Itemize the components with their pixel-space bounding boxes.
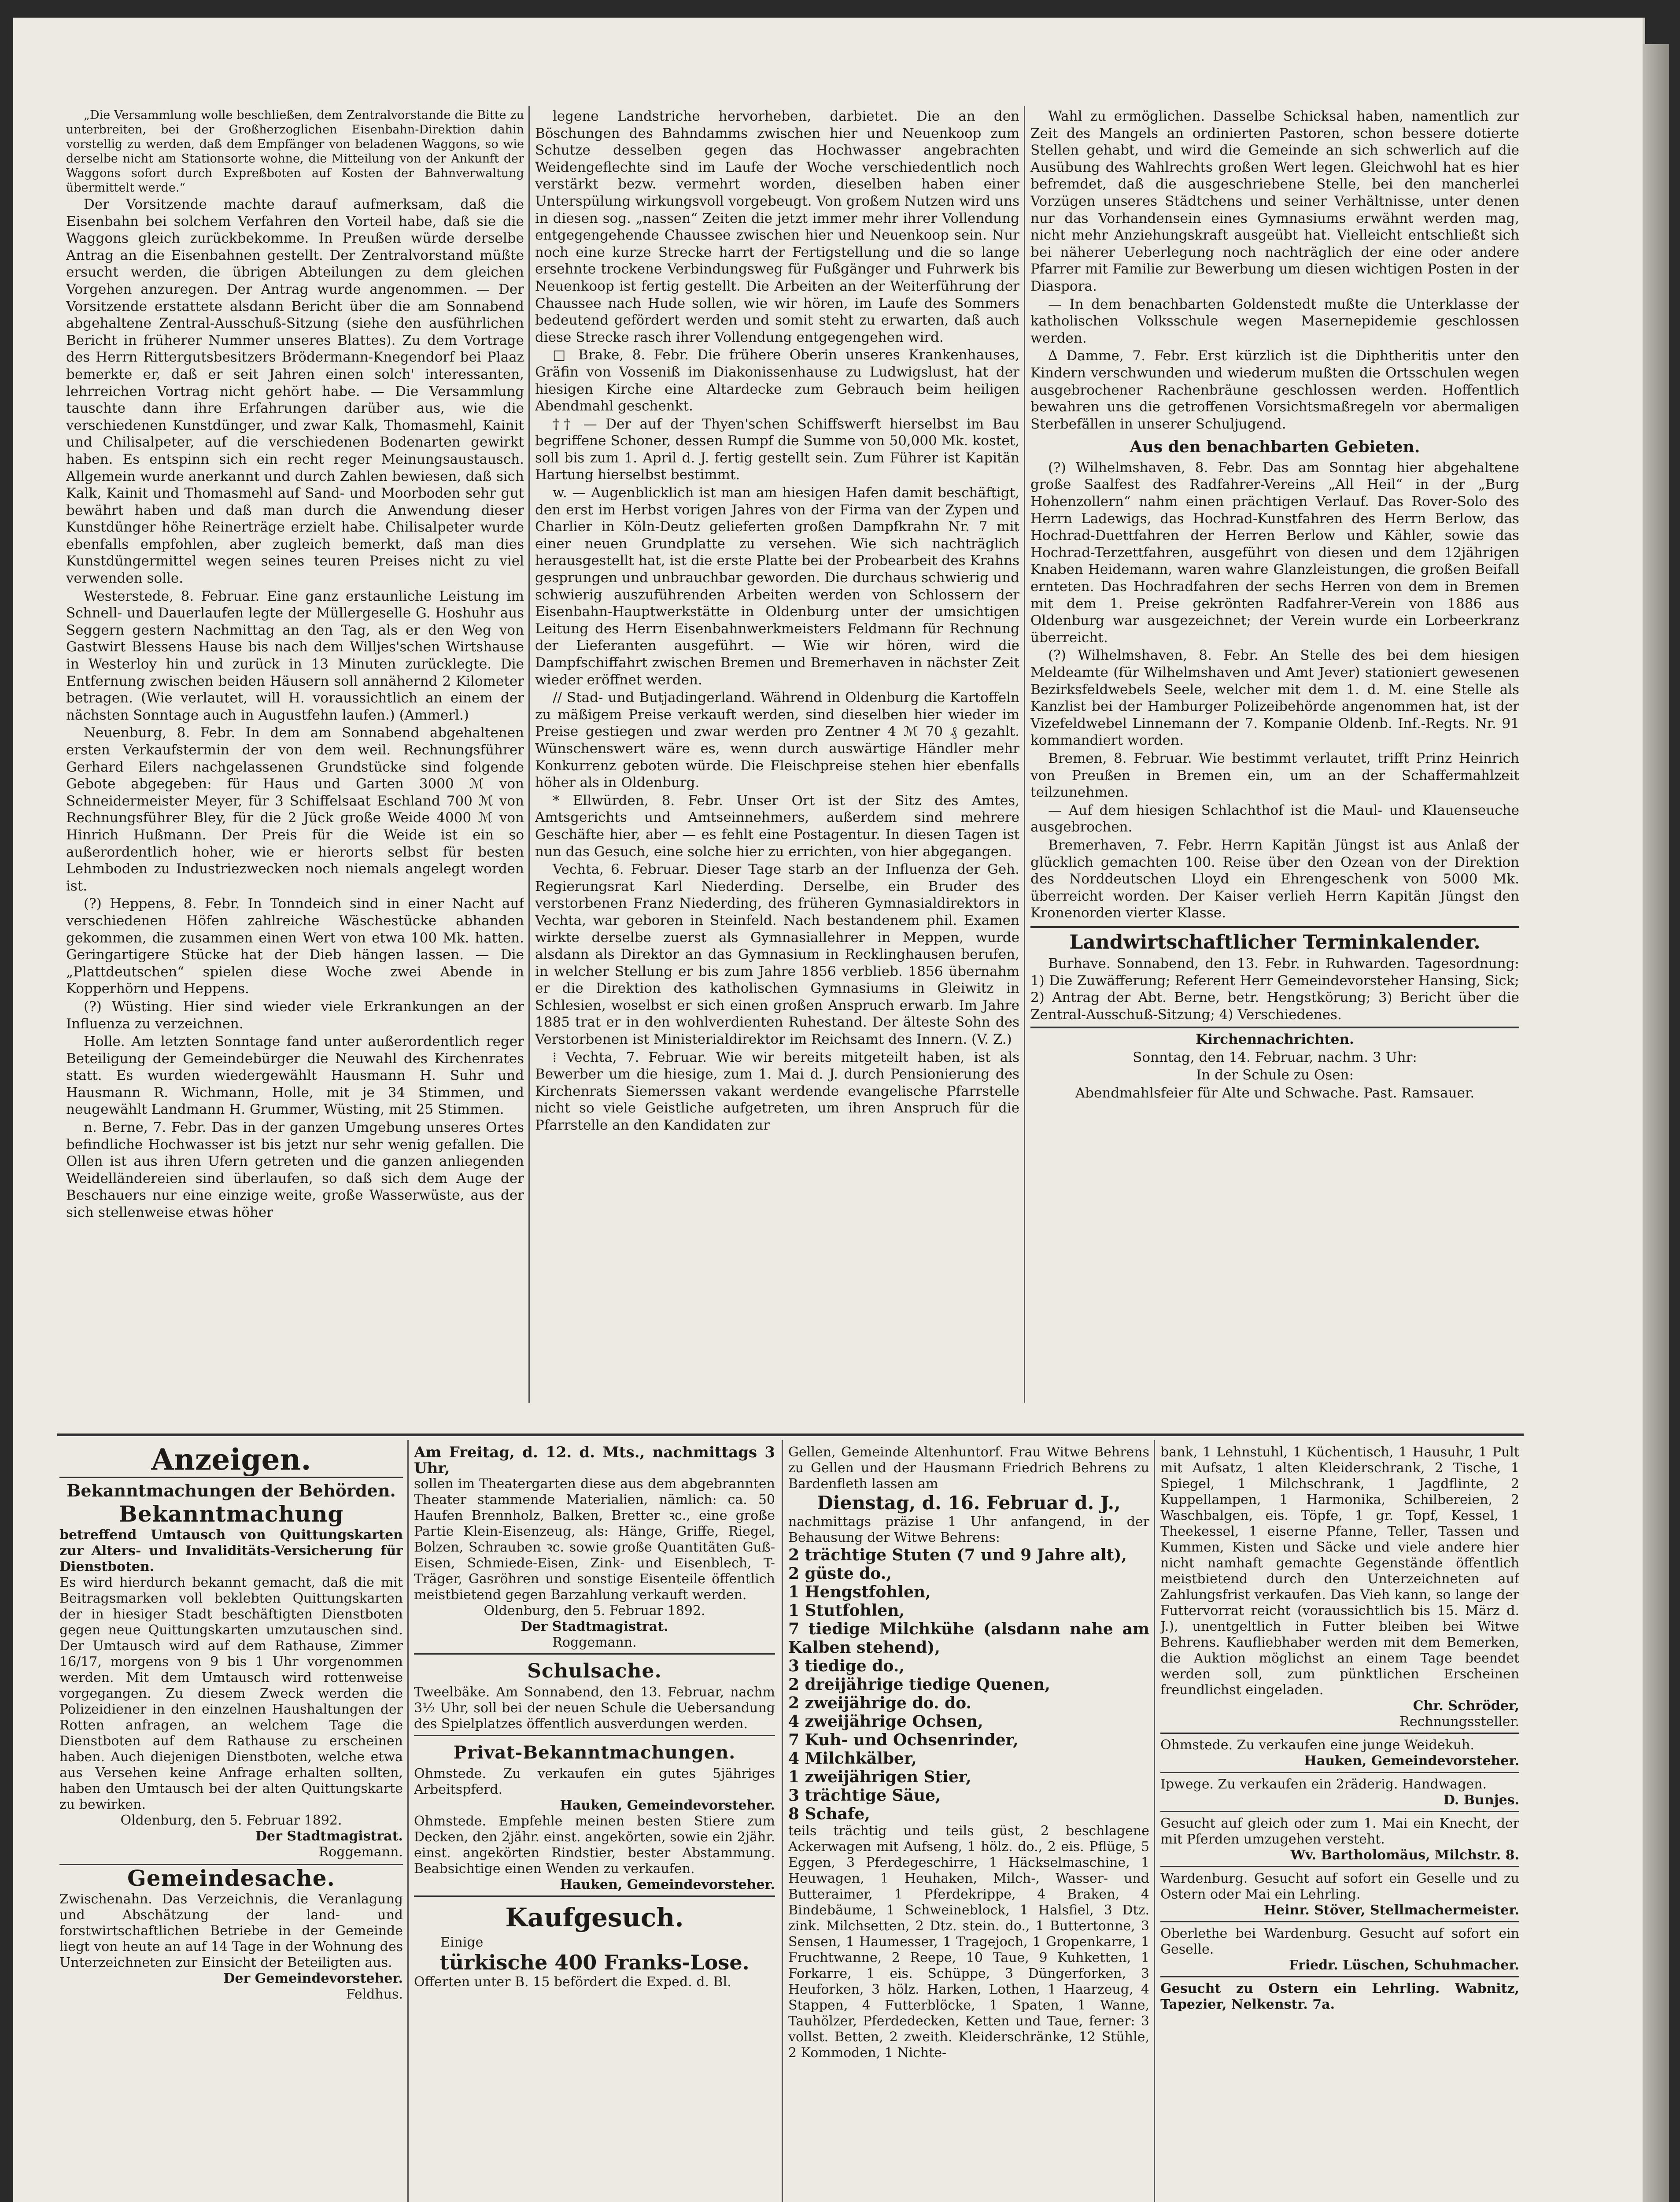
privat-ad [414,1740,775,1897]
terminkalender-heading: Landwirtschaftlicher Terminkalender. [1069,931,1481,953]
list-item: 1 Stutfohlen, [788,1601,905,1620]
list-item: 2 güste do., [788,1564,892,1583]
article-wilhelmshaven-2: (?) Wilhelmshaven, 8. Febr. An Stelle des bei dem hiesigen Meldeamte (für Wilhelmshaven und Amt Jever) stationiert gewesenen Bezirksfeldwebels Seele, welcher mit dem 1. d. M. eine Stelle als Kanzlist bei der Hamburger Polizeibehörde angenommen hat, ist der Vizefeldwebel Linnemann der 7. Kompanie Oldenb. Inf.-Regts. Nr. 91 kommandiert worden. [1030,647,1519,749]
list-item: 4 Milchkälber, [788,1749,917,1768]
small-ad-signature: Wv. Bartholomäus, Milchstr. 8. [1290,1847,1519,1863]
article-vechta-cont: Wahl zu ermöglichen. Dasselbe Schicksal haben, namentlich zur Zeit des Mangels an ordinierten Pastoren, schon bessere dotierte Stellen gehabt, und wird die Gemeinde an sich schwerlich auf die Ausübung des Wahlrechts großen Wert legen. Gleichwohl hat es hier befremdet, daß die ausgeschriebene Stelle, bei den mancherlei Vorzügen unseres Städtchens und seiner Verhältnisse, unter denen nur das Vorhandensein eines Gymnasiums erwähnt werden mag, nicht mehr Anziehungskraft ausgeübt hat. Vielleicht entschließt sich bei näherer Ueberlegung noch nachträglich der eine oder andere Pfarrer mit Familie zur Bewerbung um diesen wichtigen Posten in der Diaspora. [1030,108,1519,294]
kirchen-text: Abendmahlsfeier für Alte und Schwache. Past. Ramsauer. [1075,1085,1475,1101]
ads-column-1 [59,1442,403,2202]
kirchen-place: In der Schule zu Osen: [1196,1067,1354,1083]
small-ad-lehrling [1160,1981,1519,2013]
article-brake: □ Brake, 8. Febr. Die frühere Oberin unseres Krankenhauses, Gräfin von Vosseniß im Diakonissenhause zu Ludwigslust, hat der hiesigen Kirche eine Altardecke zum Gebrauch beim heiligen Abendmahl geschenkt. [535,347,1019,414]
kirchen-box [1030,1027,1519,1101]
freitag-text: sollen im Theatergarten diese aus dem abgebrannten Theater stammende Materialien, nämlich: ca. 50 Haufen Brennholz, Balken, Bretter ꝛc., eine große Partie Klein-Eisenzeug, als: Hänge, Griffe, Riegel, Bolzen, Schrauben ꝛc. sowie große Quantitäten Guß-Eisen, Schmiede-Eisen, Zink- und Eisenblech, T-Träger, Gasröhren und sonstige Eisenteile öffentlich meistbietend gegen Barzahlung verkauft werden. [414,1476,775,1603]
anzeigen-heading: Anzeigen. [151,1442,311,1477]
auction-time: nachmittags präzise 1 Uhr anfangend, in der Behausung der Witwe Behrens: [788,1514,1149,1545]
privat-2-signature: Hauken, Gemeindevorsteher. [560,1877,775,1892]
small-ad-wardenburg [1160,1871,1519,1922]
list-item: 3 trächtige Säue, [788,1786,941,1805]
small-ad-signature: Friedr. Lüschen, Schuhmacher. [1289,1958,1519,1973]
list-item: 2 zweijährige do. do. [788,1694,972,1712]
article-bremerhaven: Bremerhaven, 7. Febr. Herrn Kapitän Jüngst ist aus Anlaß der glücklich gemachten 100. Reise über den Ozean von der Direktion des Norddeutschen Lloyd ein Ehrengeschenk von 5000 Mk. überreicht worden. Der Kaiser verlieh Herrn Kapitän Jüngst den Kronenorden vierter Klasse. [1030,837,1519,921]
kirchen-date: Sonntag, den 14. Februar, nachm. 3 Uhr: [1133,1049,1417,1065]
column-divider [1154,1440,1155,2202]
kaufgesuch-heading: Kaufgesuch. [505,1903,684,1932]
auction-intro: Gellen, Gemeinde Altenhuntorf. Frau Witwe Behrens zu Gellen und der Hausmann Friedrich Behrens zu Bardenfleth lassen am [788,1445,1149,1492]
list-item: 4 zweijährige Ochsen, [788,1712,983,1731]
list-item: 1 Hengstfohlen, [788,1583,931,1601]
bekanntmachung-signer: Roggemann. [318,1844,403,1860]
small-ad-text: Oberlethe bei Wardenburg. Gesucht auf sofort ein Geselle. [1160,1926,1519,1957]
gemeindesache-text: Zwischenahn. Das Verzeichnis, die Veranlagung und Abschätzung der land- und forstwirtschaftlichen Betriebe in der Gemeinde liegt von heute an auf 14 Tage in der Wohnung des Unterzeichneten zur Einsicht der Beteiligten aus. [59,1892,403,1970]
article-schlachthof: — Auf dem hiesigen Schlachthof ist die Maul- und Klauenseuche ausgebrochen. [1030,802,1519,835]
article-bremen: Bremen, 8. Februar. Wie bestimmt verlautet, trifft Prinz Heinrich von Preußen in Bremen ein, um an der Schaffermahlzeit teilzunehmen. [1030,750,1519,801]
schulsache-ad [414,1658,775,1736]
gemeindesache-signature: Der Gemeindevorsteher. [223,1971,403,1986]
section-divider [57,1434,1524,1436]
gemeindesache-signer: Feldhus. [346,1987,403,2002]
column-divider [407,1440,409,2202]
article-holle: Holle. Am letzten Sonntage fand unter außerordentlich reger Beteiligung der Gemeindebürger die Neuwahl des Kirchenrates statt. Es wurden wiedergewählt Hausmann H. Suhr und Hausmann R. Wichmann, Holle, mit je 34 Stimmen, und neugewählt Landmann H. Grummer, Wüsting, mit 25 Stimmen. [66,1034,524,1118]
auction-text: teils trächtig und teils güst, 2 beschlagene Ackerwagen mit Aufseng, 1 hölz. do., 2 eis. Pflüge, 5 Eggen, 3 Pferdegeschirre, 1 Häckselmaschine, 1 Heuwagen, 1 Heuhaken, Milch-, Wasser- und Butteraimer, 1 Pferdekrippe, 4 Braken, 4 Bindebäume, 1 Schweineblock, 1 Halsfiel, 3 Dtz. zink. Milchsetten, 2 Dtz. stein. do., 1 Buttertonne, 3 Sensen, 1 Haumesser, 1 Tragejoch, 1 Gropenkarre, 1 Fruchtwanne, 2 Reepe, 10 Taue, 9 Kuhketten, 1 Forkarre, 1 eis. Schüppe, 3 Düngerforken, 3 Heuforken, 3 hölz. Harken, Lothen, 1 Haarzeug, 4 Stappen, 4 Futterblöcke, 1 Spaten, 1 Wanne, Tauhölzer, Pferdedecken, Ketten und Taue, ferner: 3 vollst. Betten, 2 zweith. Kleiderschränke, 12 Stühle, 2 Kommoden, 1 Nichte- [788,1823,1149,2061]
bekanntmachung-heading: Bekanntmachung [118,1501,344,1527]
list-item: 2 dreijährige tiedige Quenen, [788,1675,1050,1694]
column-divider [528,106,530,1403]
ads-column-2 [414,1445,775,2202]
auction-continued [1160,1445,1519,1734]
auction-date: Dienstag, d. 16. Februar d. J., [817,1492,1121,1514]
auction-signature: Chr. Schröder, [1413,1698,1519,1714]
article-berne: n. Berne, 7. Febr. Das in der ganzen Umgebung unseres Ortes befindliche Hochwasser ist bis jetzt nur sehr wenig gefallen. Die Ollen ist aus ihren Ufern getreten und die ganzen anliegenden Weidelländereien sind überlaufen, so daß sich dem Auge der Beschauers nur eine einzige weite, große Wasserwüste, aus der sich stellenweise etwas höher [66,1119,524,1221]
list-item: 1 zweijährigen Stier, [788,1768,971,1786]
small-ad-oberlethe [1160,1926,1519,1977]
kaufgesuch-ad [414,1900,775,1990]
list-item: 7 Kuh- und Ochsenrinder, [788,1731,1019,1749]
privat-heading: Privat-Bekanntmachungen. [453,1742,736,1763]
privat-1-signature: Hauken, Gemeindevorsteher. [560,1798,775,1813]
small-ad-signature: Heinr. Stöver, Stellmachermeister. [1263,1903,1519,1918]
freitag-signer: Roggemann. [552,1635,637,1650]
privat-1-text: Ohmstede. Zu verkaufen ein gutes 5jähriges Arbeitspferd. [414,1766,775,1797]
article-hafen: w. — Augenblicklich ist man am hiesigen Hafen damit beschäftigt, den erst im Herbst vorigen Jahres von der Firma van der Zypen und Charlier in Köln-Deutz gelieferten großen Dampfkrahn Nr. 7 mit einer neuen Grundplatte zu versehen. Wie sich nachträglich herausgestellt hat, ist die erste Platte bei der Probearbeit des Krahns gesprungen und unbrauchbar geworden. Die durchaus schwierig und schwierig auszuführenden Arbeiten werden von Schlossern der Eisenbahn-Hauptwerkstätte in Oldenburg unter der umsichtigen Leitung des Herrn Eisenbahnwerkmeisters Feldmann für Rechnung der Lieferanten ausgeführt. — Wie wir hören, wird die Dampfschiffahrt zwischen Bremen und Bremerhaven in nächster Zeit wieder eröffnet werden. [535,485,1019,688]
article-discussion: Der Vorsitzende machte darauf aufmerksam, daß die Eisenbahn bei solchem Verfahren den Vorteil habe, daß sie die Waggons gleich zurückbekomme. In Preußen würde derselbe Antrag an die Eisenbahnen gestellt. Der Zentralvorstand müßte ersucht werden, die übrigen Abteilungen zu dem gleichen Vorgehen anzuregen. Der Antrag wurde angenommen. — Der Vorsitzende erstattete alsdann Bericht über die am Sonnabend abgehaltene Zentral-Ausschuß-Sitzung (siehe den ausführlichen Bericht in früherer Nummer unseres Blattes). Zu dem Vortrage des Herrn Rittergutsbesitzers Brödermann-Knegendorf bei Plaaz bemerkte er, daß er seit Jahren einen solch' interessanten, lehrreichen Vortrag nicht gehört habe. — Die Versammlung tauschte dann ihre Erfahrungen darüber aus, wie die verschiedenen Kunstdünger, und zwar Kalk, Thomasmehl, Kainit und Chilisalpeter, auf die verschiedenen Bodenarten gewirkt haben. Es entspinn sich ein recht reger Meinungsaustausch. Allgemein wurde anerkannt und durch Zahlen bewiesen, daß sich Kalk, Kainit und Thomasmehl auf Sand- und Moorboden sehr gut bewährt haben und daß man durch die Anwendung dieser Kunstdünger höhe Reinerträge erzielt habe. Chilisalpeter wurde ebenfalls empfohlen, aber zugleich bemerkt, daß man dies Kunstdüngermittel wegen seines teuren Preises nicht zu viel verwenden solle. [66,196,524,587]
article-wuesting: (?) Wüsting. Hier sind wieder viele Erkrankungen an der Influenza zu verzeichnen. [66,998,524,1032]
ads-column-3 [788,1445,1149,2202]
list-item: 7 tiedige Milchkühe (alsdann nahe am Kalben stehend), [788,1620,1149,1657]
privat-2-text: Ohmstede. Empfehle meinen besten Stiere zum Decken, den 2jähr. einst. angekörten, sowie ein 2jähr. einst. angekörten Rindstier, bester Abstammung. Beabsichtige einen Wenden zu verkaufen. [414,1814,775,1877]
news-column-3 [1030,108,1519,1400]
bekanntmachung-text: Es wird hierdurch bekannt gemacht, daß die mit Beitragsmarken voll beklebten Quittungskarten der in hiesiger Stadt beschäftigten Dienstboten gegen neue Quittungskarten umzutauschen sind. Der Umtausch wird auf dem Rathause, Zimmer 16/17, morgens von 9 bis 1 Uhr vorgenommen werden. Mit dem Umtausch wird rottenweise vorgegangen. Zu diesem Zweck werden die Polizeidiener in den einzelnen Haushaltungen der Rotten anfragen, an welchem Tage die Dienstboten auf dem Rathause zu erscheinen haben. Auch diejenigen Dienstboten, welche etwa aus Versehen keine Anfrage erhalten sollten, haben den Umtausch bei der alten Quittungskarte zu bewirken. [59,1575,403,1812]
news-column-2 [535,108,1019,1400]
small-ad-text: Gesucht auf gleich oder zum 1. Mai ein Knecht, der mit Pferden umzugehen versteht. [1160,1816,1519,1847]
article-ellwuerden: * Ellwürden, 8. Febr. Unser Ort ist der Sitz des Amtes, Amtsgerichts und Amtseinnehmers, außerdem sind mehrere Geschäfte hier, aber — es fehlt eine Postagentur. In diesen Tagen ist nun das Gesuch, eine solche hier zu errichten, von hier abgegangen. [535,792,1019,860]
section-heading-neighbors: Aus den benachbarten Gebieten. [1130,438,1420,457]
kaufgesuch-lose: türkische 400 Franks-Lose. [439,1951,750,1974]
news-column-1 [66,108,524,1400]
small-ad-signature: Hauken, Gemeindevorsteher. [1304,1753,1519,1769]
gemeindesache-heading: Gemeindesache. [59,1864,403,1892]
small-ad-text: Wardenburg. Gesucht auf sofort ein Geselle und zu Ostern oder Mai ein Lehrling. [1160,1871,1519,1902]
small-ad-weidekuh [1160,1737,1519,1773]
newspaper-page [13,18,1643,2202]
article-berne-cont: legene Landstriche hervorheben, darbietet. Die an den Böschungen des Bahndamms zwischen hier und Neuenkoop zum Schutze desselben gegen das Hochwasser angebrachten Weidengeflechte sind im Laufe der Woche verschiedentlich noch verstärkt bezw. vermehrt worden, dieselben haben einer Unterspülung wirkungsvoll vorgebeugt. Von großem Nutzen wird uns in diesen sog. „nassen“ Zeiten die jetzt immer mehr ihrer Vollendung entgegengehende Chaussee zwischen hier und Neuenkoop sein. Nur noch eine kurze Strecke harrt der Fertigstellung und die so lange ersehnte trockene Verbindungsweg für Fußgänger und Fuhrwerk bis Neuenkoop ist fertig gestellt. Die Arbeiten an der Weiterführung der Chaussee nach Hude sollen, wie wir hören, im Laufe des Sommers bedeutend gefördert werden und somit steht zu erwarten, daß auch diese Strecke rasch ihrer Vollendung entgegengehen wird. [535,108,1019,345]
small-ad-signature: D. Bunjes. [1443,1792,1519,1808]
article-neuenburg: Neuenburg, 8. Febr. In dem am Sonnabend abgehaltenen ersten Verkaufstermin der von dem weil. Rechnungsführer Gerhard Eilers nachgelassenen Grundstücke sind folgende Gebote abgegeben: für Haus und Garten 3000 ℳ von Schneidermeister Meyer, für 3 Schiffelsaat Eschland 700 ℳ von Rechnungsführer Bley, für die 2 Jück große Weide 4000 ℳ von Hinrich Hußmann. Der Preis für die Weide ist ein so außerordentlich hoher, wie er hierorts selbst für besten Lehmboden zu Industriezwecken noch niemals angelegt worden ist. [66,725,524,894]
behoerden-heading: Bekanntmachungen der Behörden. [59,1477,403,1501]
article-schoner: †† — Der auf der Thyen'schen Schiffswerft hierselbst im Bau begriffene Schoner, dessen Rumpf die Summe von 50,000 Mk. kostet, soll bis zum 1. April d. J. fertig gestellt sein. Zum Führer ist Kapitän Hartung hierselbst bestimmt. [535,416,1019,483]
freitag-heading: Am Freitag, d. 12. d. Mts., nachmittags 3 Uhr, [414,1445,775,1477]
article-vechta-2: ⁞ Vechta, 7. Februar. Wie wir bereits mitgeteilt haben, ist als Bewerber um die hiesige, zum 1. Mai d. J. durch Pensionierung des Kirchenrats Siemerssen vakant werdende evangelische Pfarrstelle nicht so viele Geistliche aufgetreten, um ihren Anspruch für die Pfarrstelle an den Kandidaten zur [535,1049,1019,1134]
list-item: 8 Schafe, [788,1805,870,1823]
small-ad-handwagen [1160,1777,1519,1812]
terminkalender-box [1030,926,1519,1023]
schulsache-text: Tweelbäke. Am Sonnabend, den 13. Februar, nachm 3½ Uhr, soll bei der neuen Schule die Uebersandung des Spielplatzes öffentlich ausverdungen werden. [414,1685,775,1732]
freitag-signature: Der Stadtmagistrat. [521,1619,668,1634]
kaufgesuch-intro: Einige [440,1935,484,1950]
article-vechta-1: Vechta, 6. Februar. Dieser Tage starb an der Influenza der Geh. Regierungsrat Karl Niederding. Derselbe, ein Bruder des verstorbenen Franz Niederding, des früheren Gymnasialdirektors in Vechta, war geboren in Steinfeld. Nach bestandenem phil. Examen wirkte derselbe zuerst als Gymnasiallehrer in Meppen, wurde alsdann als Direktor an das Gymnasium in Recklinghausen berufen, in welcher Stellung er bis zum Jahre 1856 verblieb. 1856 übernahm er die Direktion des katholischen Gymnasiums in Gleiwitz in Schlesien, woselbst er sich einen großen Anspruch erwarb. Im Jahre 1885 trat er in den wohlverdienten Ruhestand. Der älteste Sohn des Verstorbenen ist Ministerialdirektor im Reichsamt des Innern. (V. Z.) [535,861,1019,1048]
article-damme: ∆ Damme, 7. Febr. Erst kürzlich ist die Diphtheritis unter den Kindern verschwunden und wiederum mußten die Ortsschulen wegen ausgebrochener Rachenbräune geschlossen werden. Hoffentlich bewahren uns die getroffenen Vorsichtsmaßregeln vor abermaligen Sterbefällen in unserer Schuljugend. [1030,348,1519,432]
kaufgesuch-text: Offerten unter B. 15 befördert die Exped. d. Bl. [414,1974,731,1990]
article-goldenstedt: — In dem benachbarten Goldenstedt mußte die Unterklasse der katholischen Volksschule wegen Masernepidemie geschlossen werden. [1030,296,1519,346]
list-item: 2 trächtige Stuten (7 und 9 Jahre alt), [788,1546,1127,1564]
bekanntmachung-signature: Der Stadtmagistrat. [255,1829,403,1844]
article-westerstede: Westerstede, 8. Februar. Eine ganz erstaunliche Leistung im Schnell- und Dauerlaufen legte der Müllergeselle G. Hoshuhr aus Seggern gestern Nachmittag an den Tag, als er den Weg von Gastwirt Blessens Hause bis nach dem Willjes'schen Wirtshause in Westerloy hin und zurück in 13 Minuten zurücklegte. Die Entfernung zwischen beiden Häusern soll annähernd 2 Kilometer betragen. (Wie verlautet, will H. voraussichtlich an einem der nächsten Sonntage auch in Augustfehn laufen.) (Ammerl.) [66,588,524,723]
terminkalender-text: Burhave. Sonnabend, den 13. Febr. in Ruhwarden. Tagesordnung: 1) Die Zuwäfferung; Referent Herr Gemeindevorsteher Hansing, Sick; 2) Antrag der Abt. Berne, betr. Hengstkörung; 3) Bericht über die Zentral-Ausschuß-Sitzung; 4) Verschiedenes. [1030,955,1519,1023]
freitag-ad [414,1445,775,1655]
schulsache-heading: Schulsache. [527,1660,662,1682]
small-ad-text: Gesucht zu Ostern ein Lehrling. Wabnitz, Tapezier, Nelkenstr. 7a. [1160,1981,1519,2012]
column-divider [782,1440,783,2202]
column-divider [1024,106,1025,1403]
bekanntmachung-subject: betreffend Umtausch von Quittungskarten zur Alters- und Invaliditäts-Versicherung für Dienstboten. [59,1527,403,1574]
article-stad-butjadingerland: // Stad- und Butjadingerland. Während in Oldenburg die Kartoffeln zu mäßigem Preise verkauft werden, sind dieselben hier wieder im Preise gestiegen und zwar werden pro Zentner 4 ℳ 70 ₰ gezahlt. Wünschenswert wäre es, wenn durch auswärtige Händler mehr Konkurrenz geboten würde. Die Fleischpreise stehen hier ebenfalls höher als in Oldenburg. [535,690,1019,791]
small-ad-text: Ohmstede. Zu verkaufen eine junge Weidekuh. [1160,1737,1474,1753]
list-item: 3 tiedige do., [788,1657,905,1675]
page-edge [1643,44,1669,2202]
small-ad-knecht [1160,1816,1519,1867]
article-resolution: „Die Versammlung wolle beschließen, dem Zentralvorstande die Bitte zu unterbreiten, bei der Großherzoglichen Eisenbahn-Direktion dahin vorstellig zu werden, daß dem Empfänger von beladenen Waggons, so wie derselbe nicht am Stationsorte wohne, die Mitteilung von der Ankunft der Waggons sofort durch Expreßboten auf Kosten der Bahnverwaltung übermittelt werde.“ [66,108,524,195]
auction-continued-text: bank, 1 Lehnstuhl, 1 Küchentisch, 1 Hausuhr, 1 Pult mit Aufsatz, 1 alten Kleiderschrank, 2 Tische, 1 Spiegel, 1 Milchschrank, 1 Jagdflinte, 2 Kuppellampen, 1 Harmonika, Schilbereien, 2 Waschbalgen, eis. Töpfe, 1 gr. Topf, Kessel, 1 Theekessel, 1 eiserne Pfanne, Teller, Tassen und Kummen, Kisten und Säcke und viele andere hier nicht namhaft gemachte Gegenstände öffentlich meistbietend durch den Unterzeichneten auf Zahlungsfrist verkaufen. Das Vieh kann, so lange der Futtervorrat reicht (voraussichtlich bis 15. März d. J.), unentgeltlich in Futter bleiben bei Witwe Behrens. Kaufliebhaber werden mit dem Bemerken, die Auktion möglichst an einem Tage beendet werden soll, zum pünktlichen Erscheinen freundlichst eingeladen. [1160,1445,1519,1698]
auction-signer-title: Rechnungssteller. [1399,1714,1519,1729]
kirchen-heading: Kirchennachrichten. [1196,1031,1354,1048]
small-ad-text: Ipwege. Zu verkaufen ein 2räderig. Handwagen. [1160,1777,1487,1792]
auction-item-list [788,1546,1149,1823]
article-heppens: (?) Heppens, 8. Febr. In Tonndeich sind in einer Nacht auf verschiedenen Höfen zahlreiche Wäschestücke abhanden gekommen, die zusammen einen Wert von etwa 100 Mk. hatten. Geringartigere Stücke hat der Dieb hängen lassen. — Die „Plattdeutschen“ spielen diese Woche zwei Abende in Kopperhörn und Heppens. [66,896,524,997]
article-wilhelmshaven-1: (?) Wilhelmshaven, 8. Febr. Das am Sonntag hier abgehaltene große Saalfest des Radfahrer-Vereins „All Heil“ in der „Burg Hohenzollern“ nahm einen prächtigen Verlauf. Das Rover-Solo des Herrn Ladewigs, das Hochrad-Kunstfahren des Herrn Berlow, das Hochrad-Duettfahren der Herren Berlow und Kähler, sowie das Hochrad-Terzettfahren, ausgeführt von diesen und dem 12jährigen Knaben Heidemann, waren wahre Glanzleistungen, die großen Beifall ernteten. Das Hochradfahren der sechs Herren von dem in Bremen mit dem 1. Preise gekrönten Radfahrer-Verein von 1886 aus Oldenburg war ausgezeichnet; der Verein wurde ein Lorbeerkranz überreicht. [1030,459,1519,646]
bekanntmachung-date: Oldenburg, den 5. Februar 1892. [120,1813,342,1828]
ads-column-4 [1160,1445,1519,2202]
freitag-date: Oldenburg, den 5. Februar 1892. [484,1603,705,1618]
